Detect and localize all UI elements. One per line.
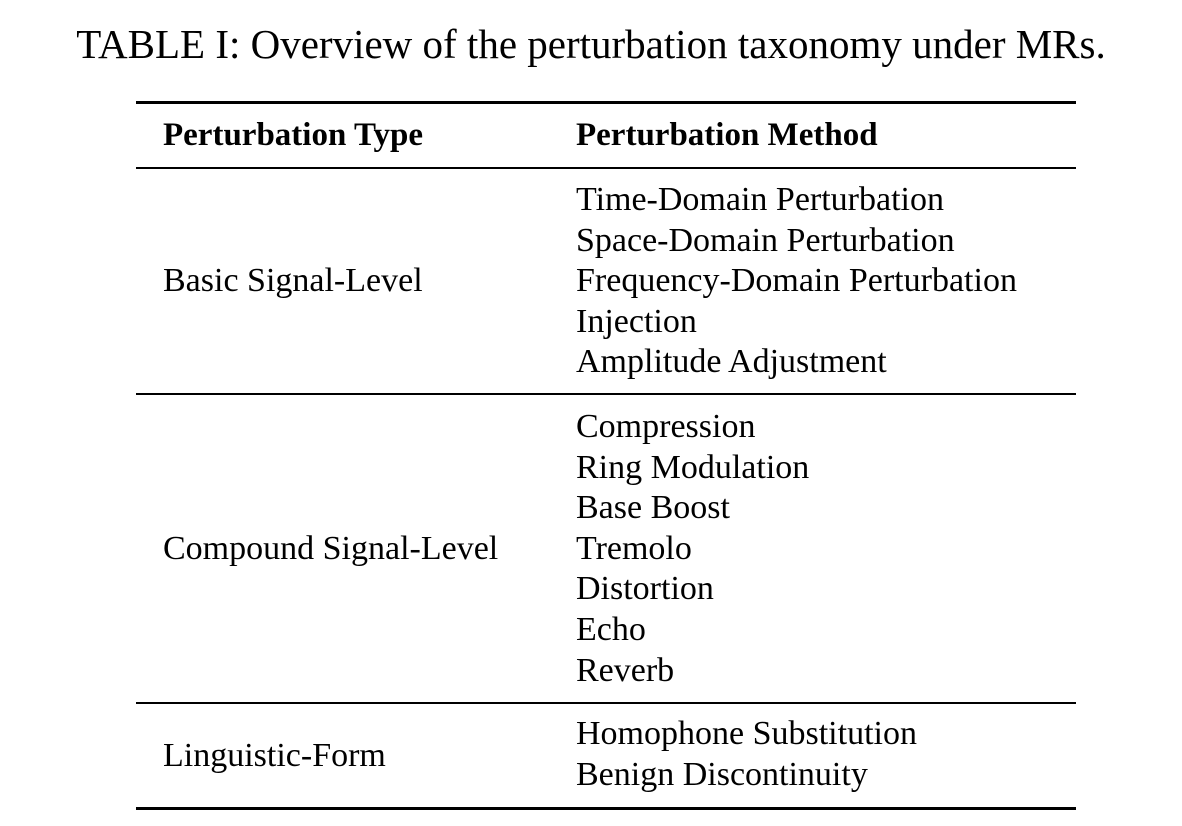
header-rule	[136, 167, 1076, 169]
bottom-rule	[136, 807, 1076, 810]
method-item: Distortion	[576, 570, 714, 608]
method-item: Time-Domain Perturbation	[576, 181, 944, 218]
method-item: Base Boost	[576, 489, 730, 527]
type-cell: Basic Signal-Level	[163, 262, 423, 299]
type-cell: Linguistic-Form	[163, 737, 386, 774]
method-item: Tremolo	[576, 529, 692, 567]
method-item: Reverb	[576, 651, 675, 689]
method-item: Echo	[576, 610, 646, 648]
method-item: Benign Discontinuity	[576, 755, 868, 793]
group-rule	[136, 393, 1076, 395]
method-list	[576, 714, 917, 795]
method-item: Frequency-Domain Perturbation	[576, 262, 1017, 300]
table-caption: TABLE I: Overview of the perturbation taxonomy under MRs.	[76, 21, 1106, 67]
method-item: Compression	[576, 408, 756, 445]
method-item: Amplitude Adjustment	[576, 343, 887, 381]
method-item: Space-Domain Perturbation	[576, 221, 955, 259]
header-perturbation-type: Perturbation Type	[163, 117, 424, 153]
method-list	[576, 407, 809, 691]
top-rule	[136, 101, 1076, 104]
method-list	[576, 180, 1017, 383]
group-rule	[136, 702, 1076, 704]
method-item: Injection	[576, 302, 697, 340]
type-cell: Compound Signal-Level	[163, 530, 499, 567]
method-item: Ring Modulation	[576, 448, 810, 486]
method-item: Homophone Substitution	[576, 715, 917, 752]
header-perturbation-method: Perturbation Method	[576, 117, 878, 153]
